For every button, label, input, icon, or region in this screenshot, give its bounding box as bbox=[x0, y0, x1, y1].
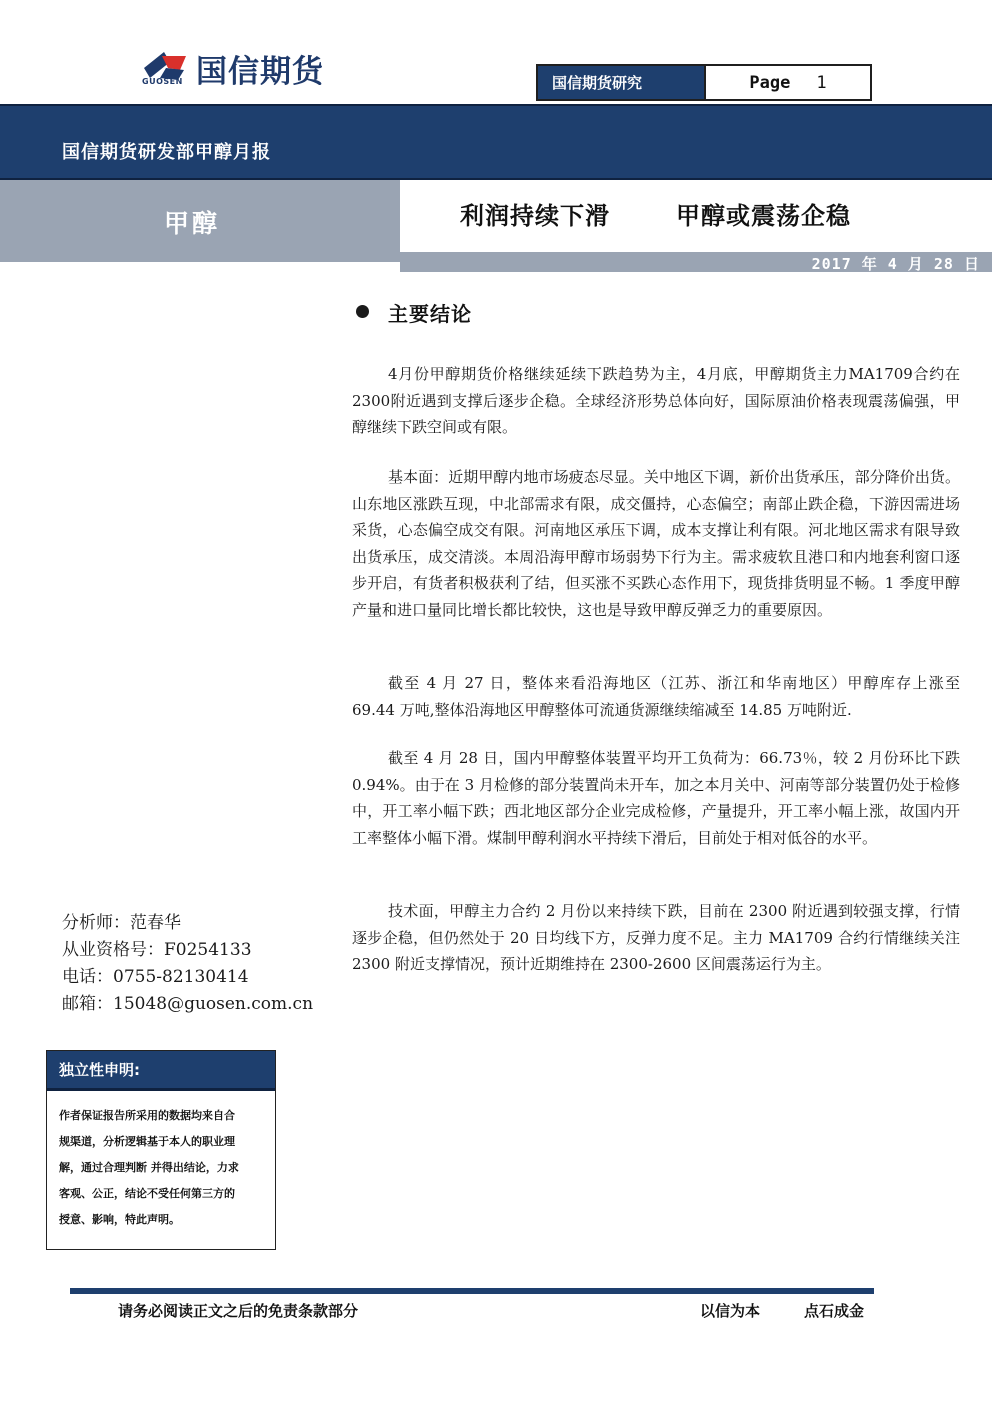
headline-part1: 利润持续下滑 bbox=[460, 202, 610, 230]
paragraph-fundamentals: 基本面：近期甲醇内地市场疲态尽显。关中地区下调，新价出货承压，部分降价出货。山东地区涨跌互现，中北部需求有限，成交僵持，心态偏空；南部止跌企稳，下游因需进场采货，心态偏空成交有限。河南地区承压下调，成本支撑让利有限。河北地区需求有限导致出货承压，成交清淡。本周沿海甲醇市场弱势下行为主。需求疲软且港口和内地套利窗口逐步开启，有货者积极获利了结，但买涨不买跌心态作用下，现货排货明显不畅。1 季度甲醇产量和进口量同比增长都比较快，这也是导致甲醇反弹乏力的重要原因。 bbox=[352, 468, 960, 619]
footer-disclaimer: 请务必阅读正文之后的免责条款部分 bbox=[118, 1302, 359, 1320]
paragraph-summary: 4月份甲醇期货价格继续延续下跌趋势为主，4月底，甲醇期货主力MA1709合约在2300附近遇到支撑后逐步企稳。全球经济形势总体向好，国际原油价格表现震荡偏强，甲醇继续下跌空间或有限。 bbox=[352, 365, 960, 436]
page-number: 1 bbox=[816, 72, 827, 93]
independence-body bbox=[47, 1091, 275, 1233]
paragraph-inventory: 截至 4 月 27 日，整体来看沿海地区（江苏、浙江和华南地区）甲醇库存上涨至 69.44 万吨,整体沿海地区甲醇整体可流通货源继续缩减至 14.85 万吨附近. bbox=[352, 674, 960, 719]
report-title: 国信期货研发部甲醇月报 bbox=[62, 142, 271, 163]
page-label: Page bbox=[749, 72, 791, 93]
independence-title: 独立性申明: bbox=[47, 1051, 275, 1091]
independence-line: 客观、公正，结论不受任何第三方的 bbox=[59, 1187, 235, 1200]
page-indicator bbox=[704, 66, 870, 99]
independence-statement bbox=[46, 1050, 276, 1250]
headline bbox=[400, 180, 992, 252]
bullet-icon bbox=[356, 305, 369, 318]
analyst-info bbox=[62, 910, 313, 1018]
analyst-name: 分析师：范春华 bbox=[62, 913, 181, 933]
footer-slogan-2: 点石成金 bbox=[804, 1302, 865, 1320]
analyst-license: 从业资格号：F0254133 bbox=[62, 940, 252, 960]
date-strip bbox=[400, 252, 992, 272]
headline-part2: 甲醇或震荡企稳 bbox=[676, 202, 851, 230]
company-logo bbox=[140, 44, 380, 94]
logo-text: 国信期货 bbox=[196, 54, 324, 90]
research-label: 国信期货研究 bbox=[538, 66, 704, 99]
section-title: 主要结论 bbox=[388, 302, 472, 326]
report-date: 2017 年 4 月 28 日 bbox=[811, 255, 980, 273]
independence-line: 规渠道，分析逻辑基于本人的职业理 bbox=[59, 1135, 235, 1148]
independence-line: 作者保证报告所采用的数据均来自合 bbox=[59, 1109, 235, 1122]
paragraph-operating-rate: 截至 4 月 28 日，国内甲醇整体装置平均开工负荷为：66.73％，较 2 月份环比下跌 0.94%。由于在 3 月检修的部分装置尚未开车，加之本月关中、河南等部分装置仍处于检修中，开工率小幅下跌；西北地区部分企业完成检修，产量提升，开工率小幅上涨，故国内开工率整体小幅下滑。煤制甲醇利润水平持续下滑后，目前处于相对低谷的水平。 bbox=[352, 749, 960, 847]
product-panel bbox=[0, 180, 400, 262]
independence-line: 授意、影响，特此声明。 bbox=[59, 1213, 180, 1226]
independence-line: 解，通过合理判断 并得出结论，力求 bbox=[59, 1161, 239, 1174]
header-box bbox=[536, 64, 872, 101]
product-name: 甲醇 bbox=[164, 209, 221, 238]
footer-slogan-1: 以信为本 bbox=[700, 1302, 761, 1320]
paragraph-technical: 技术面，甲醇主力合约 2 月份以来持续下跌，目前在 2300 附近遇到较强支撑，行情逐步企稳，但仍然处于 20 日均线下方，反弹力度不足。主力 MA1709 合约行情继续关注 2300 附近支撑情况，预计近期维持在 2300-2600 区间震荡运行为主。 bbox=[352, 902, 960, 973]
report-band bbox=[0, 104, 992, 180]
logo-subtext: GUOSEN bbox=[142, 77, 183, 86]
footer-divider bbox=[70, 1288, 874, 1294]
analyst-email[interactable]: 邮箱：15048@guosen.com.cn bbox=[62, 994, 314, 1014]
analyst-phone: 电话：0755-82130414 bbox=[62, 967, 249, 987]
